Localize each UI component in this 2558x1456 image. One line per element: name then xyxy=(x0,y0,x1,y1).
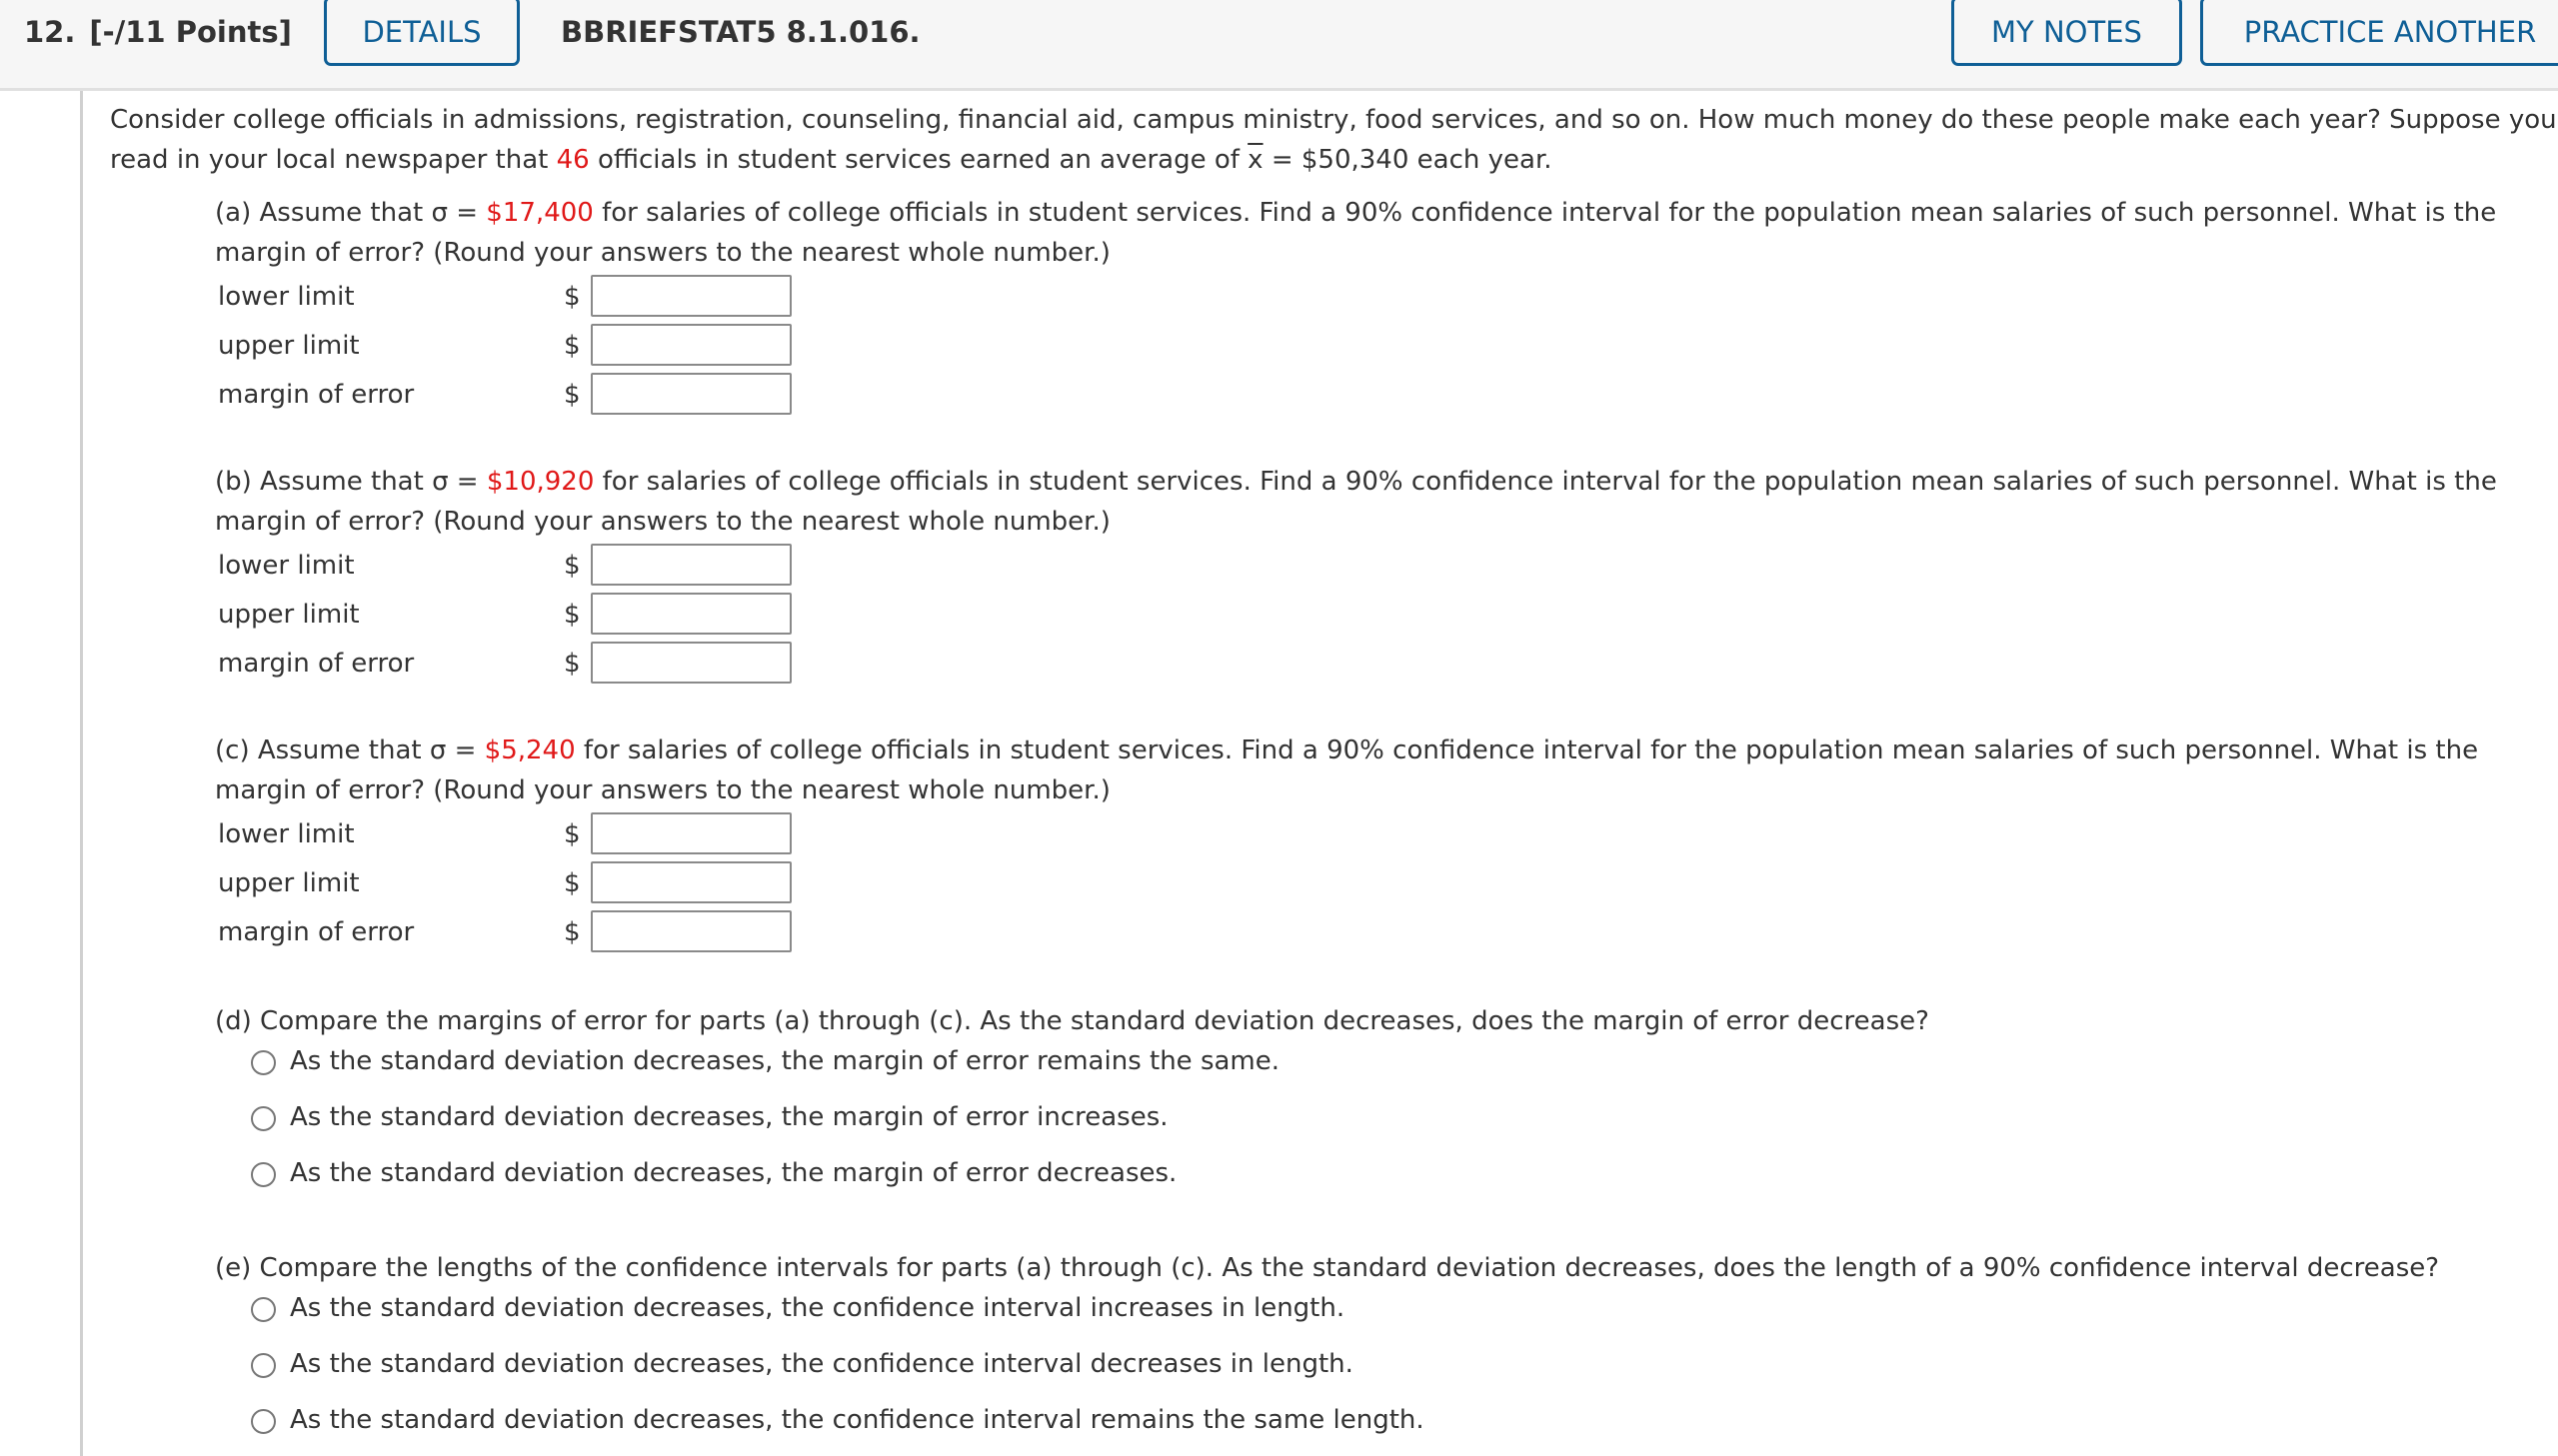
part-c-margin-of-error-input[interactable] xyxy=(591,910,792,952)
dollar-sign: $ xyxy=(564,600,581,630)
radio-button[interactable] xyxy=(251,1162,276,1187)
lower-limit-label: lower limit xyxy=(218,551,355,581)
details-button[interactable]: DETAILS xyxy=(324,0,520,66)
dollar-sign: $ xyxy=(564,868,581,898)
part-e xyxy=(215,1248,2558,1456)
my-notes-button[interactable]: MY NOTES xyxy=(1951,0,2182,66)
question-id: BBRIEFSTAT5 8.1.016. xyxy=(561,15,921,49)
margin-of-error-row xyxy=(215,640,2558,689)
upper-limit-label: upper limit xyxy=(218,600,360,630)
part-b xyxy=(215,462,2558,689)
part-e-option[interactable] xyxy=(215,1288,2558,1344)
option-label[interactable]: As the standard deviation decreases, the margin of error decreases. xyxy=(290,1158,1178,1188)
upper-limit-row xyxy=(215,859,2558,908)
margin-of-error-label: margin of error xyxy=(218,649,415,679)
intro-text: officials in student services earned an average of xyxy=(589,145,1249,175)
question-body xyxy=(110,100,2558,1435)
dollar-sign: $ xyxy=(564,819,581,849)
part-b-prompt-line2: margin of error? (Round your answers to the nearest whole number.) xyxy=(215,507,1111,537)
prompt-text: (b) Assume that σ = xyxy=(215,467,487,497)
radio-button[interactable] xyxy=(251,1050,276,1075)
margin-of-error-label: margin of error xyxy=(218,917,415,947)
option-label[interactable]: As the standard deviation decreases, the margin of error increases. xyxy=(290,1102,1169,1132)
left-divider xyxy=(80,91,83,1456)
upper-limit-row xyxy=(215,322,2558,371)
option-label[interactable]: As the standard deviation decreases, the confidence interval increases in length. xyxy=(290,1293,1345,1323)
lower-limit-row xyxy=(215,273,2558,322)
intro-text: read in your local newspaper that xyxy=(110,145,557,175)
sample-size-value: 46 xyxy=(556,145,590,175)
x-bar-symbol: $\overline{x}$ xyxy=(1248,145,1264,175)
part-c-prompt-line2: margin of error? (Round your answers to the nearest whole number.) xyxy=(215,775,1111,805)
upper-limit-label: upper limit xyxy=(218,868,360,898)
part-d xyxy=(215,1001,2558,1209)
dollar-sign: $ xyxy=(564,282,581,312)
part-c xyxy=(215,730,2558,957)
upper-limit-label: upper limit xyxy=(218,331,360,361)
sigma-value: $10,920 xyxy=(486,467,595,497)
question-intro xyxy=(110,100,2558,180)
part-c-lower-limit-input[interactable] xyxy=(591,812,792,854)
prompt-text: for salaries of college officials in student services. Find a 90% confidence interval for the population mean salaries of such personnel. What is the xyxy=(575,735,2479,765)
lower-limit-label: lower limit xyxy=(218,819,355,849)
radio-button[interactable] xyxy=(251,1297,276,1322)
part-c-prompt xyxy=(215,730,2558,770)
practice-another-button[interactable]: PRACTICE ANOTHER xyxy=(2200,0,2558,66)
part-d-option[interactable] xyxy=(215,1153,2558,1209)
sigma-value: $5,240 xyxy=(484,735,576,765)
option-label[interactable]: As the standard deviation decreases, the margin of error remains the same. xyxy=(290,1046,1280,1076)
intro-line-1: Consider college officials in admissions, registration, counseling, financial aid, campus ministry, food services, and so on. How much money do these people make each year? Suppose you xyxy=(110,105,2557,135)
part-a-upper-limit-input[interactable] xyxy=(591,324,792,366)
question-number: 12. xyxy=(24,15,76,49)
part-a-prompt-line2: margin of error? (Round your answers to the nearest whole number.) xyxy=(215,238,1111,268)
lower-limit-row xyxy=(215,810,2558,859)
part-a-lower-limit-input[interactable] xyxy=(591,275,792,317)
part-c-upper-limit-input[interactable] xyxy=(591,861,792,903)
prompt-text: for salaries of college officials in student services. Find a 90% confidence interval for the population mean salaries of such personnel. What is the xyxy=(593,198,2497,228)
intro-line-2 xyxy=(110,140,2558,180)
margin-of-error-label: margin of error xyxy=(218,380,415,410)
radio-button[interactable] xyxy=(251,1106,276,1131)
question-header xyxy=(0,0,2558,91)
part-d-option[interactable] xyxy=(215,1041,2558,1097)
margin-of-error-row xyxy=(215,908,2558,957)
part-b-prompt xyxy=(215,462,2558,502)
dollar-sign: $ xyxy=(564,331,581,361)
part-b-margin-of-error-input[interactable] xyxy=(591,642,792,684)
intro-text: = $50,340 each year. xyxy=(1263,145,1552,175)
part-b-upper-limit-input[interactable] xyxy=(591,593,792,635)
radio-button[interactable] xyxy=(251,1409,276,1434)
dollar-sign: $ xyxy=(564,649,581,679)
part-a-prompt xyxy=(215,193,2558,233)
part-e-option[interactable] xyxy=(215,1400,2558,1456)
points-label: [-/11 Points] xyxy=(89,15,292,49)
part-d-option[interactable] xyxy=(215,1097,2558,1153)
option-label[interactable]: As the standard deviation decreases, the confidence interval decreases in length. xyxy=(290,1349,1353,1379)
part-a xyxy=(215,193,2558,420)
part-e-prompt: (e) Compare the lengths of the confidence intervals for parts (a) through (c). As the standard deviation decreases, does the length of a 90% confidence interval decrease? xyxy=(215,1253,2440,1283)
question-number-points xyxy=(24,12,292,52)
lower-limit-row xyxy=(215,542,2558,591)
part-d-prompt: (d) Compare the margins of error for parts (a) through (c). As the standard deviation decreases, does the margin of error decrease? xyxy=(215,1006,1929,1036)
part-b-lower-limit-input[interactable] xyxy=(591,544,792,586)
sigma-value: $17,400 xyxy=(486,198,594,228)
part-e-option[interactable] xyxy=(215,1344,2558,1400)
radio-button[interactable] xyxy=(251,1353,276,1378)
prompt-text: (a) Assume that σ = xyxy=(215,198,487,228)
dollar-sign: $ xyxy=(564,380,581,410)
prompt-text: for salaries of college officials in student services. Find a 90% confidence interval for the population mean salaries of such personnel. What is the xyxy=(594,467,2497,497)
dollar-sign: $ xyxy=(564,551,581,581)
part-a-margin-of-error-input[interactable] xyxy=(591,373,792,415)
dollar-sign: $ xyxy=(564,917,581,947)
lower-limit-label: lower limit xyxy=(218,282,355,312)
margin-of-error-row xyxy=(215,371,2558,420)
prompt-text: (c) Assume that σ = xyxy=(215,735,485,765)
upper-limit-row xyxy=(215,591,2558,640)
option-label[interactable]: As the standard deviation decreases, the confidence interval remains the same length. xyxy=(290,1405,1424,1435)
